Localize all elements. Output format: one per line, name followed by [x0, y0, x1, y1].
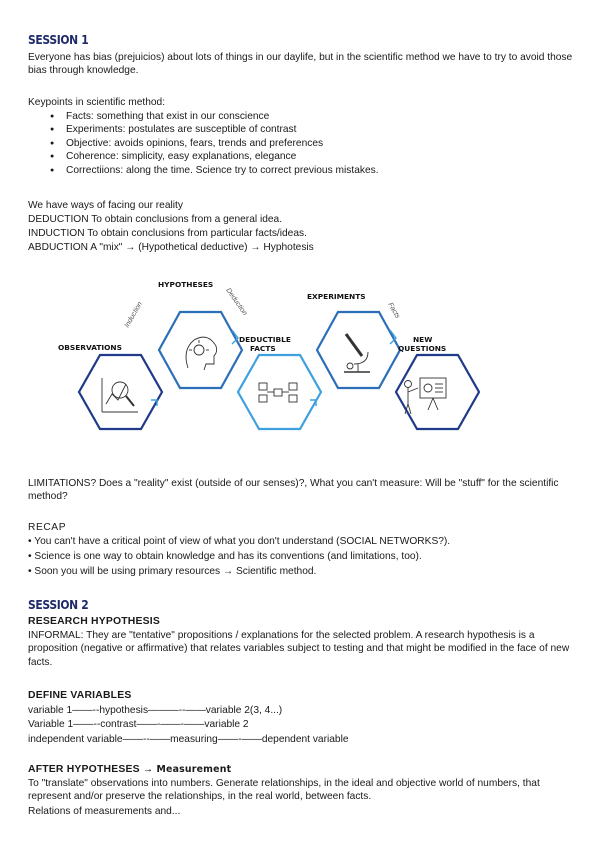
- session2-title: SESSION 2: [28, 597, 89, 612]
- after-heading-text: AFTER HYPOTHESES →: [28, 764, 154, 775]
- session1-intro: Everyone has bias (prejuicios) about lots of things in our daylife, but in the scientific method we have to try to avoid those bias through knowledge.: [28, 52, 573, 77]
- after-hypotheses-heading: [28, 763, 231, 776]
- hex-deductible-facts: [238, 355, 321, 429]
- flowchart-icon: [259, 383, 297, 402]
- microscope-icon: [344, 334, 370, 372]
- define-line: variable 1——--hypothesis———--——variable 2(3, 4...): [28, 705, 283, 716]
- hex-new-questions: [396, 355, 479, 429]
- label-facts-side: Facts: [386, 301, 401, 320]
- lightbulb-head-icon: [186, 337, 217, 370]
- research-heading: RESEARCH HYPOTHESIS: [28, 616, 160, 627]
- session1-title: SESSION 1: [28, 32, 89, 47]
- after-heading-bold: Measurement: [156, 764, 232, 775]
- abduction-line: ABDUCTION A "mix" → (Hypothetical deductive) → Hyphotesis: [28, 242, 314, 253]
- list-item: ● Correctiions: along the time. Science try to correct previous mistakes.: [50, 164, 379, 177]
- hex-experiments: [317, 312, 400, 388]
- keypoints-heading: Keypoints in scientific method:: [28, 97, 166, 108]
- label-hypotheses: HYPOTHESES: [158, 280, 214, 289]
- label-experiments: EXPERIMENTS: [307, 292, 366, 301]
- induction-line: INDUCTION To obtain conclusions from particular facts/ideas.: [28, 228, 307, 239]
- label-questions: QUESTIONS: [398, 344, 447, 353]
- list-item: ● Objective: avoids opinions, fears, trends and preferences: [50, 137, 379, 150]
- scientific-method-diagram: [28, 280, 576, 455]
- recap-item: • Science is one way to obtain knowledge and has its conventions (and limitations, too).: [28, 551, 422, 562]
- keypoints-list: [28, 110, 379, 177]
- label-facts: FACTS: [250, 344, 276, 353]
- research-text: INFORMAL: They are "tentative" propositions / explanations for the selected problem. A research hypothesis is a proposition (negative or affirmative) that relates variables subject to testing and that might be modified in the face of new facts.: [28, 630, 570, 668]
- presenter-board-icon: [405, 378, 447, 414]
- define-line: Variable 1——--contrast——-——-——variable 2: [28, 719, 249, 730]
- list-item: ● Coherence: simplicity, easy explanations, elegance: [50, 150, 379, 163]
- deduction-line: DEDUCTION To obtain conclusions from a general idea.: [28, 214, 283, 225]
- after-hypotheses-text: To "translate" observations into numbers. Generate relationships, in the ideal and objective world of numbers, that represent and/or preserve the relationships, in the real world, between facts.: [28, 778, 540, 803]
- ways-heading: We have ways of facing our reality: [28, 200, 183, 211]
- chart-magnifier-icon: [102, 378, 138, 412]
- limitations-text: LIMITATIONS? Does a "reality" exist (outside of our senses)?, What you can't measure: Will be "stuff" for the scientific method?: [28, 478, 559, 503]
- label-induction: Induction: [123, 300, 144, 329]
- list-item: ● Experiments: postulates are susceptible of contrast: [50, 123, 379, 136]
- define-variables-heading: DEFINE VARIABLES: [28, 690, 132, 701]
- hex-hypotheses: [159, 312, 242, 388]
- recap-heading: RECAP: [28, 522, 67, 533]
- label-new: NEW: [413, 335, 433, 344]
- hex-observations: [79, 355, 162, 429]
- recap-item: • Soon you will be using primary resources → Scientific method.: [28, 566, 317, 577]
- list-item: ● Facts: something that exist in our conscience: [50, 110, 379, 123]
- after-hypotheses-last: Relations of measurements and...: [28, 806, 181, 817]
- label-deduction: Deduction: [224, 287, 249, 317]
- label-observations: OBSERVATIONS: [58, 343, 122, 352]
- label-deductible: DEDUCTIBLE: [239, 335, 291, 344]
- define-line: independent variable——--——measuring——-——dependent variable: [28, 734, 349, 745]
- recap-item: • You can't have a critical point of view of what you don't understand (SOCIAL NETWORKS?).: [28, 536, 451, 547]
